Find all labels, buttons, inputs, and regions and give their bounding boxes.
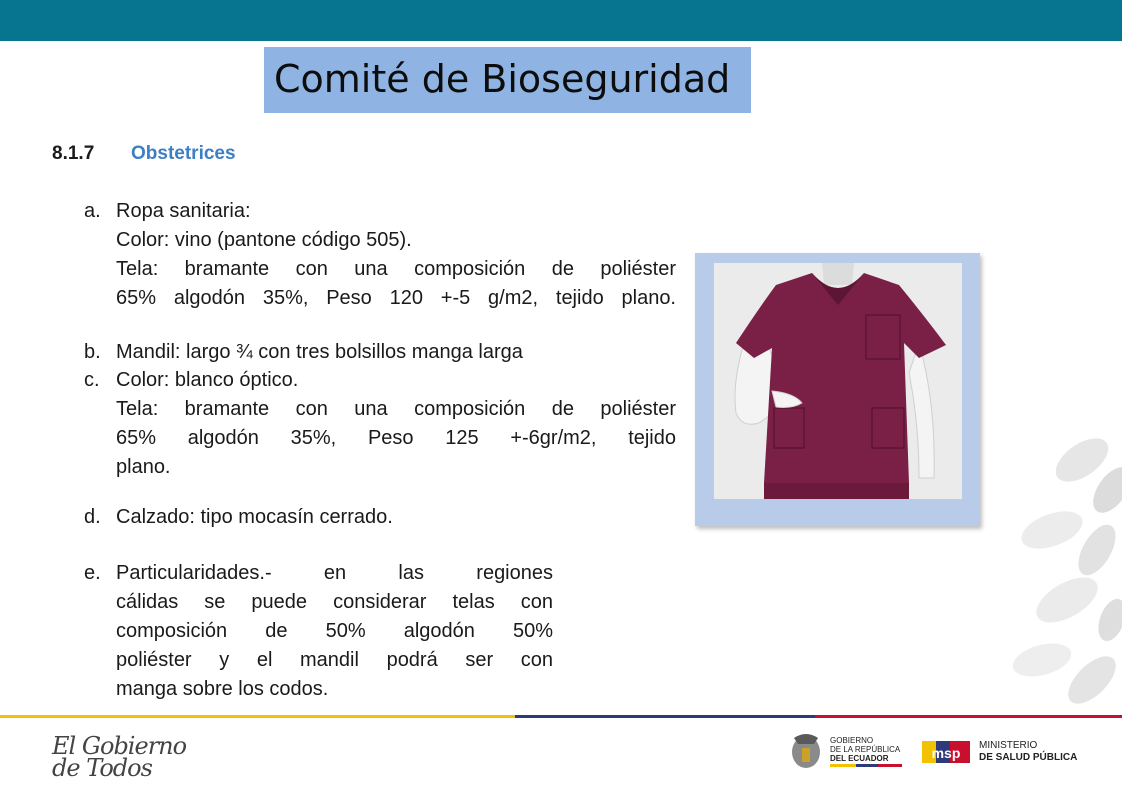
item-line: Ropa sanitaria: [116, 200, 251, 222]
footer-line-yellow [0, 715, 515, 718]
item-line: Tela: bramante con una composición de poliéster [116, 398, 676, 420]
slide-title: Comité de Bioseguridad [274, 57, 731, 101]
msp-line: DE SALUD PÚBLICA [979, 752, 1078, 763]
item-line: plano. [116, 456, 171, 478]
item-line: Tela: bramante con una composición de poliéster [116, 258, 676, 280]
item-line: poliéster y el mandil podrá ser con [116, 649, 553, 671]
item-line: Color: blanco óptico. [116, 369, 299, 391]
msp-logo-text [979, 740, 1077, 764]
gov-logo-text [830, 736, 900, 763]
item-line: cálidas se puede considerar telas con [116, 591, 553, 613]
decorative-leaf-pattern [972, 420, 1122, 720]
item-line: composición de 50% algodón 50% [116, 620, 553, 642]
gov-line: DEL ECUADOR [830, 754, 889, 763]
title-box [264, 47, 751, 113]
item-marker: e. [84, 562, 101, 584]
item-marker: c. [84, 369, 100, 391]
footer-line-blue [515, 715, 815, 718]
item-line: 65% algodón 35%, Peso 125 +-6gr/m2, tejido [116, 427, 676, 449]
item-marker: d. [84, 506, 101, 528]
section-number: 8.1.7 [52, 143, 95, 164]
item-marker: b. [84, 341, 101, 363]
item-line: Calzado: tipo mocasín cerrado. [116, 506, 393, 528]
msp-line: MINISTERIO [979, 740, 1038, 751]
section-title: Obstetrices [131, 143, 236, 164]
item-line: Color: vino (pantone código 505). [116, 229, 412, 251]
msp-badge-text: msp [931, 745, 961, 761]
top-banner [0, 0, 1122, 41]
photo-frame [695, 253, 980, 526]
item-line: 65% algodón 35%, Peso 120 +-5 g/m2, tejido plano. [116, 287, 676, 309]
gov-line: GOBIERNO [830, 736, 874, 745]
scrubs-photo [714, 263, 962, 499]
scrubs-illustration [714, 263, 962, 499]
gov-line: DE LA REPÚBLICA [830, 745, 901, 754]
slogan-line: de Todos [52, 754, 152, 782]
item-marker: a. [84, 200, 101, 222]
item-line: Particularidades.- en las regiones [116, 562, 553, 584]
item-line: Mandil: largo ¾ con tres bolsillos manga larga [116, 341, 523, 363]
footer-line-red [815, 715, 1122, 718]
slogan-line: El Gobierno [52, 732, 187, 760]
item-line: manga sobre los codos. [116, 678, 329, 700]
msp-logo-icon [922, 733, 972, 771]
slogan-logo [52, 732, 187, 782]
